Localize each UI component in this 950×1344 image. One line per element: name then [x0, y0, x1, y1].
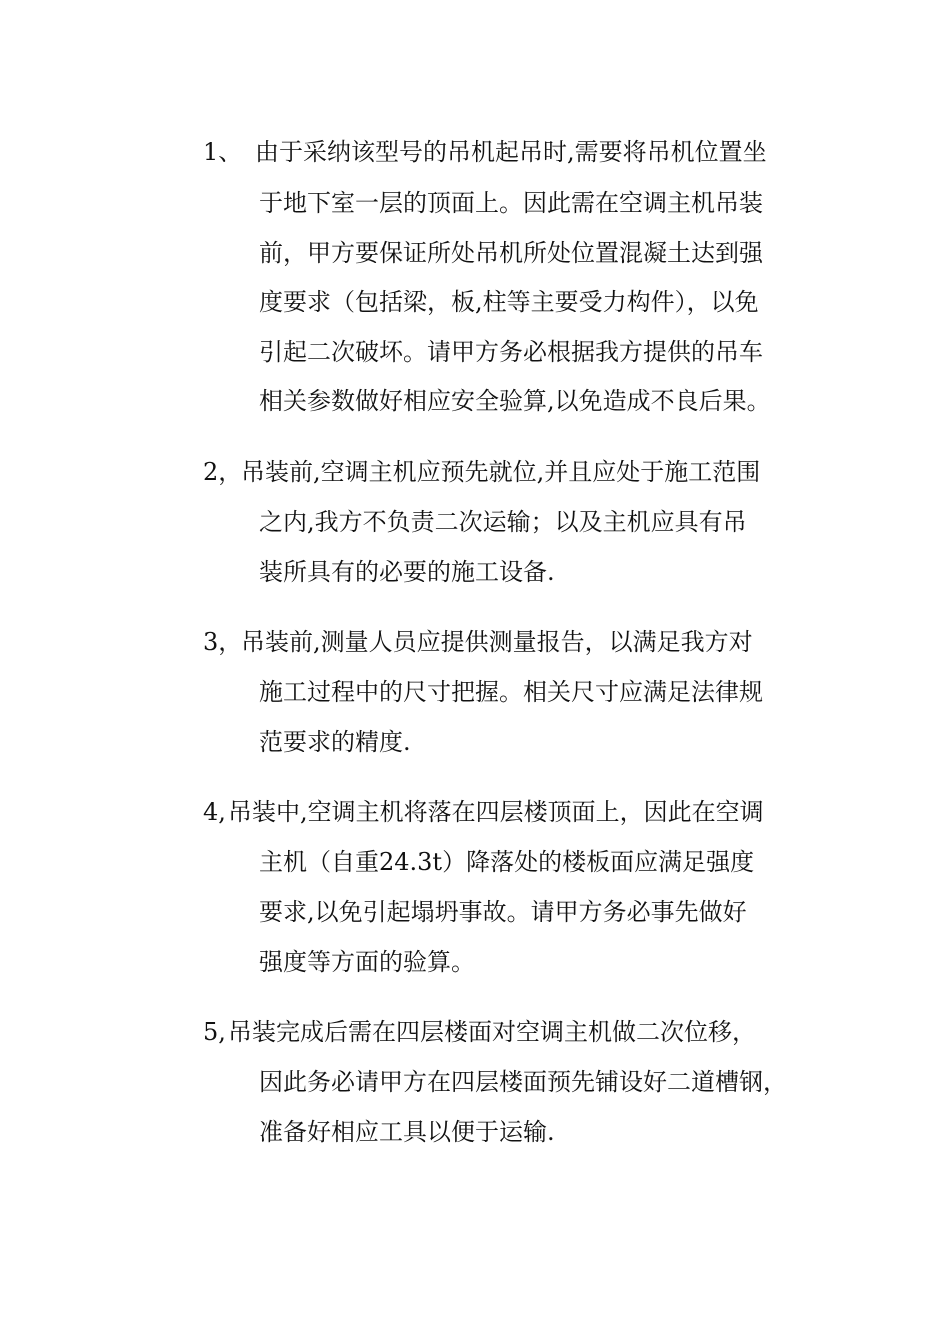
item-4-line-3: 要求,以免引起塌坍事故。请甲方务必事先做好 — [259, 898, 747, 926]
item-1-line-4: 度要求（包括梁，板,柱等主要受力构件），以免 — [259, 288, 759, 316]
item-3-line-2: 施工过程中的尺寸把握。相关尺寸应满足法律规 — [259, 678, 763, 706]
item-2-line-2: 之内,我方不负责二次运输；以及主机应具有吊 — [259, 508, 747, 536]
item-1-line-2: 于地下室一层的顶面上。因此需在空调主机吊装 — [259, 189, 763, 217]
item-4-number: 4, — [203, 798, 226, 826]
item-5-line-2: 因此务必请甲方在四层楼面预先铺设好二道槽钢， — [259, 1068, 787, 1096]
item-3-number: 3， — [203, 628, 243, 656]
item-4-line-1: 吊装中,空调主机将落在四层楼顶面上，因此在空调 — [228, 798, 764, 826]
item-2-line-1: 吊装前,空调主机应预先就位,并且应处于施工范围 — [241, 458, 761, 486]
item-4-line-4: 强度等方面的验算。 — [259, 948, 475, 976]
item-4-line-2: 主机（自重24.3t）降落处的楼板面应满足强度 — [259, 848, 755, 876]
item-5-number: 5, — [203, 1018, 226, 1046]
item-2-number: 2， — [203, 458, 243, 486]
item-5-line-1: 吊装完成后需在四层楼面对空调主机做二次位移， — [228, 1018, 756, 1046]
item-1-line-6: 相关参数做好相应安全验算,以免造成不良后果。 — [259, 387, 771, 415]
item-1-line-5: 引起二次破坏。请甲方务必根据我方提供的吊车 — [259, 338, 763, 366]
item-2-line-3: 装所具有的必要的施工设备. — [259, 558, 555, 586]
item-1-number: 1、 — [203, 138, 243, 166]
item-1-line-1: 由于采纳该型号的吊机起吊时,需要将吊机位置坐 — [255, 138, 767, 166]
item-1-line-3: 前，甲方要保证所处吊机所处位置混凝土达到强 — [259, 239, 763, 267]
item-5-line-3: 准备好相应工具以便于运输. — [259, 1118, 555, 1146]
item-3-line-1: 吊装前,测量人员应提供测量报告，以满足我方对 — [241, 628, 753, 656]
item-3-line-3: 范要求的精度. — [259, 728, 411, 756]
